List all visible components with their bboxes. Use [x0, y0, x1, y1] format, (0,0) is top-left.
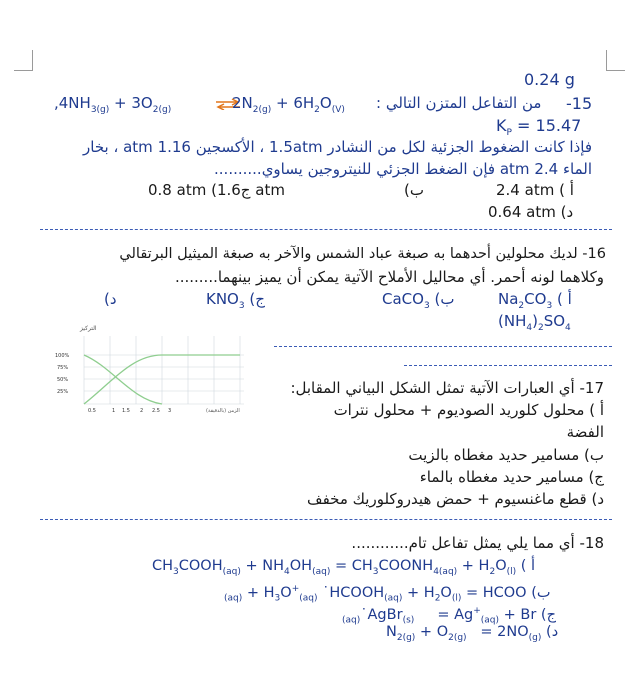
- x-tick-3: 3: [168, 408, 172, 414]
- q17-option-a-line2: الفضة: [566, 423, 604, 441]
- x-tick-2-5: 2.5: [152, 408, 160, 414]
- corner-mark-left-h: [14, 70, 33, 71]
- corner-mark-left-v: [32, 50, 33, 70]
- corner-mark-right-v: [606, 50, 607, 70]
- reactant-curve: [84, 355, 162, 404]
- separator-1: [40, 229, 612, 230]
- graph-x-label: الزمن (بالدقيقة): [206, 408, 240, 414]
- corner-mark-right-h: [606, 70, 625, 71]
- q17-option-c: ج) مسامير حديد مغطاه بالماء: [419, 468, 604, 486]
- y-tick-100: 100%: [55, 353, 70, 359]
- q16-option-d-formula: $(NH_4)_2SO_4$: [498, 312, 571, 333]
- q16-line2: وكلاهما لونه أحمر. أي محاليل الأملاح الآتية يمكن أن يميز بينهما.........: [174, 268, 604, 286]
- q16-option-c: $KNO_3$ (ج: [206, 290, 265, 311]
- q18-option-c: $_{(aq)}$˙AgBr$_{(s)}$ = $Ag^+_{(aq)} + Br$ (ج: [342, 606, 556, 626]
- q15-number: -15: [566, 94, 593, 113]
- q17-option-d: د) قطع ماغنسيوم + حمض هيدروكلوريك مخفف: [307, 490, 604, 508]
- y-tick-75: 75%: [57, 365, 69, 371]
- q15-line3: الماء 2.4 atm فإن الضغط الجزئي للنيتروجين يساوي..........: [214, 160, 592, 178]
- q15-reactants: $,4NH_{3(g)} + 3O_{2(g)}$: [54, 94, 172, 115]
- x-tick-1-5: 1.5: [122, 408, 130, 414]
- x-tick-0-5: 0.5: [88, 408, 96, 414]
- concentration-time-graph: [52, 322, 264, 414]
- q16-option-b: CaCO$_3$ (ب: [382, 290, 455, 311]
- separator-3: [404, 365, 612, 366]
- q18-option-a: $CH_3COOH_{(aq)} + NH_4OH_{(aq)}$ = $CH_3COONH_{4(aq)} + H_2O_{(l)}$ ( أ: [152, 558, 536, 577]
- q18-option-b: $_{(aq)} + H_3O^+_{(aq)}$ $˙HCOOH_{(aq)} + H_2O_{(l)}$ = HCOO (ب: [224, 584, 551, 604]
- q15-kp: $K_P = 15.47$: [496, 116, 582, 139]
- graph-y-label: التركيز: [80, 325, 97, 332]
- q16-option-a: $Na_2CO_3$ ( أ: [498, 290, 572, 311]
- q17-option-b: ب) مسامير حديد مغطاه بالزيت: [408, 446, 604, 464]
- q15-products: $2N_{2(g)} + 6H_2O_{(V)}$: [232, 94, 345, 115]
- x-tick-2: 2: [140, 408, 144, 414]
- q17-option-a-line1: أ ) محلول كلوريد الصوديوم + محلول نترات: [333, 401, 604, 419]
- q18-option-d: $N_{2(g)} + O_{2(g)} = 2NO_{(g)}$ (د: [386, 624, 559, 643]
- separator-2: [274, 346, 612, 347]
- q15-stem: من التفاعل المتزن التالي :: [376, 94, 542, 112]
- q15-option-a: 2.4 atm ( أ: [496, 181, 574, 199]
- q17-line1: 17- أي العبارات الآتية تمثل الشكل البياني المقابل:: [290, 379, 604, 397]
- q15-option-d: 0.64 atm (د: [488, 203, 574, 221]
- q16-option-d: د): [104, 290, 117, 308]
- q18-line1: 18- أي مما يلي يمثل تفاعل تام............: [351, 534, 604, 552]
- previous-answer: 0.24 g: [524, 70, 575, 89]
- q15-line2: فإذا كانت الضغوط الجزئية لكل من النشادر 1.5atm ، الأكسجين 1.16 atm ، بخار: [83, 138, 592, 156]
- q15-option-c: 0.8 atm (ج1.6 atm: [148, 181, 285, 199]
- y-tick-50: 50%: [57, 377, 69, 383]
- q16-line1: 16- لديك محلولين أحدهما به صبغة عباد الشمس والآخر به صبغة الميثيل البرتقالي: [119, 246, 606, 262]
- q15-option-b: ب): [404, 181, 424, 199]
- x-tick-1: 1: [112, 408, 116, 414]
- separator-4: [40, 519, 612, 520]
- y-tick-25: 25%: [57, 389, 69, 395]
